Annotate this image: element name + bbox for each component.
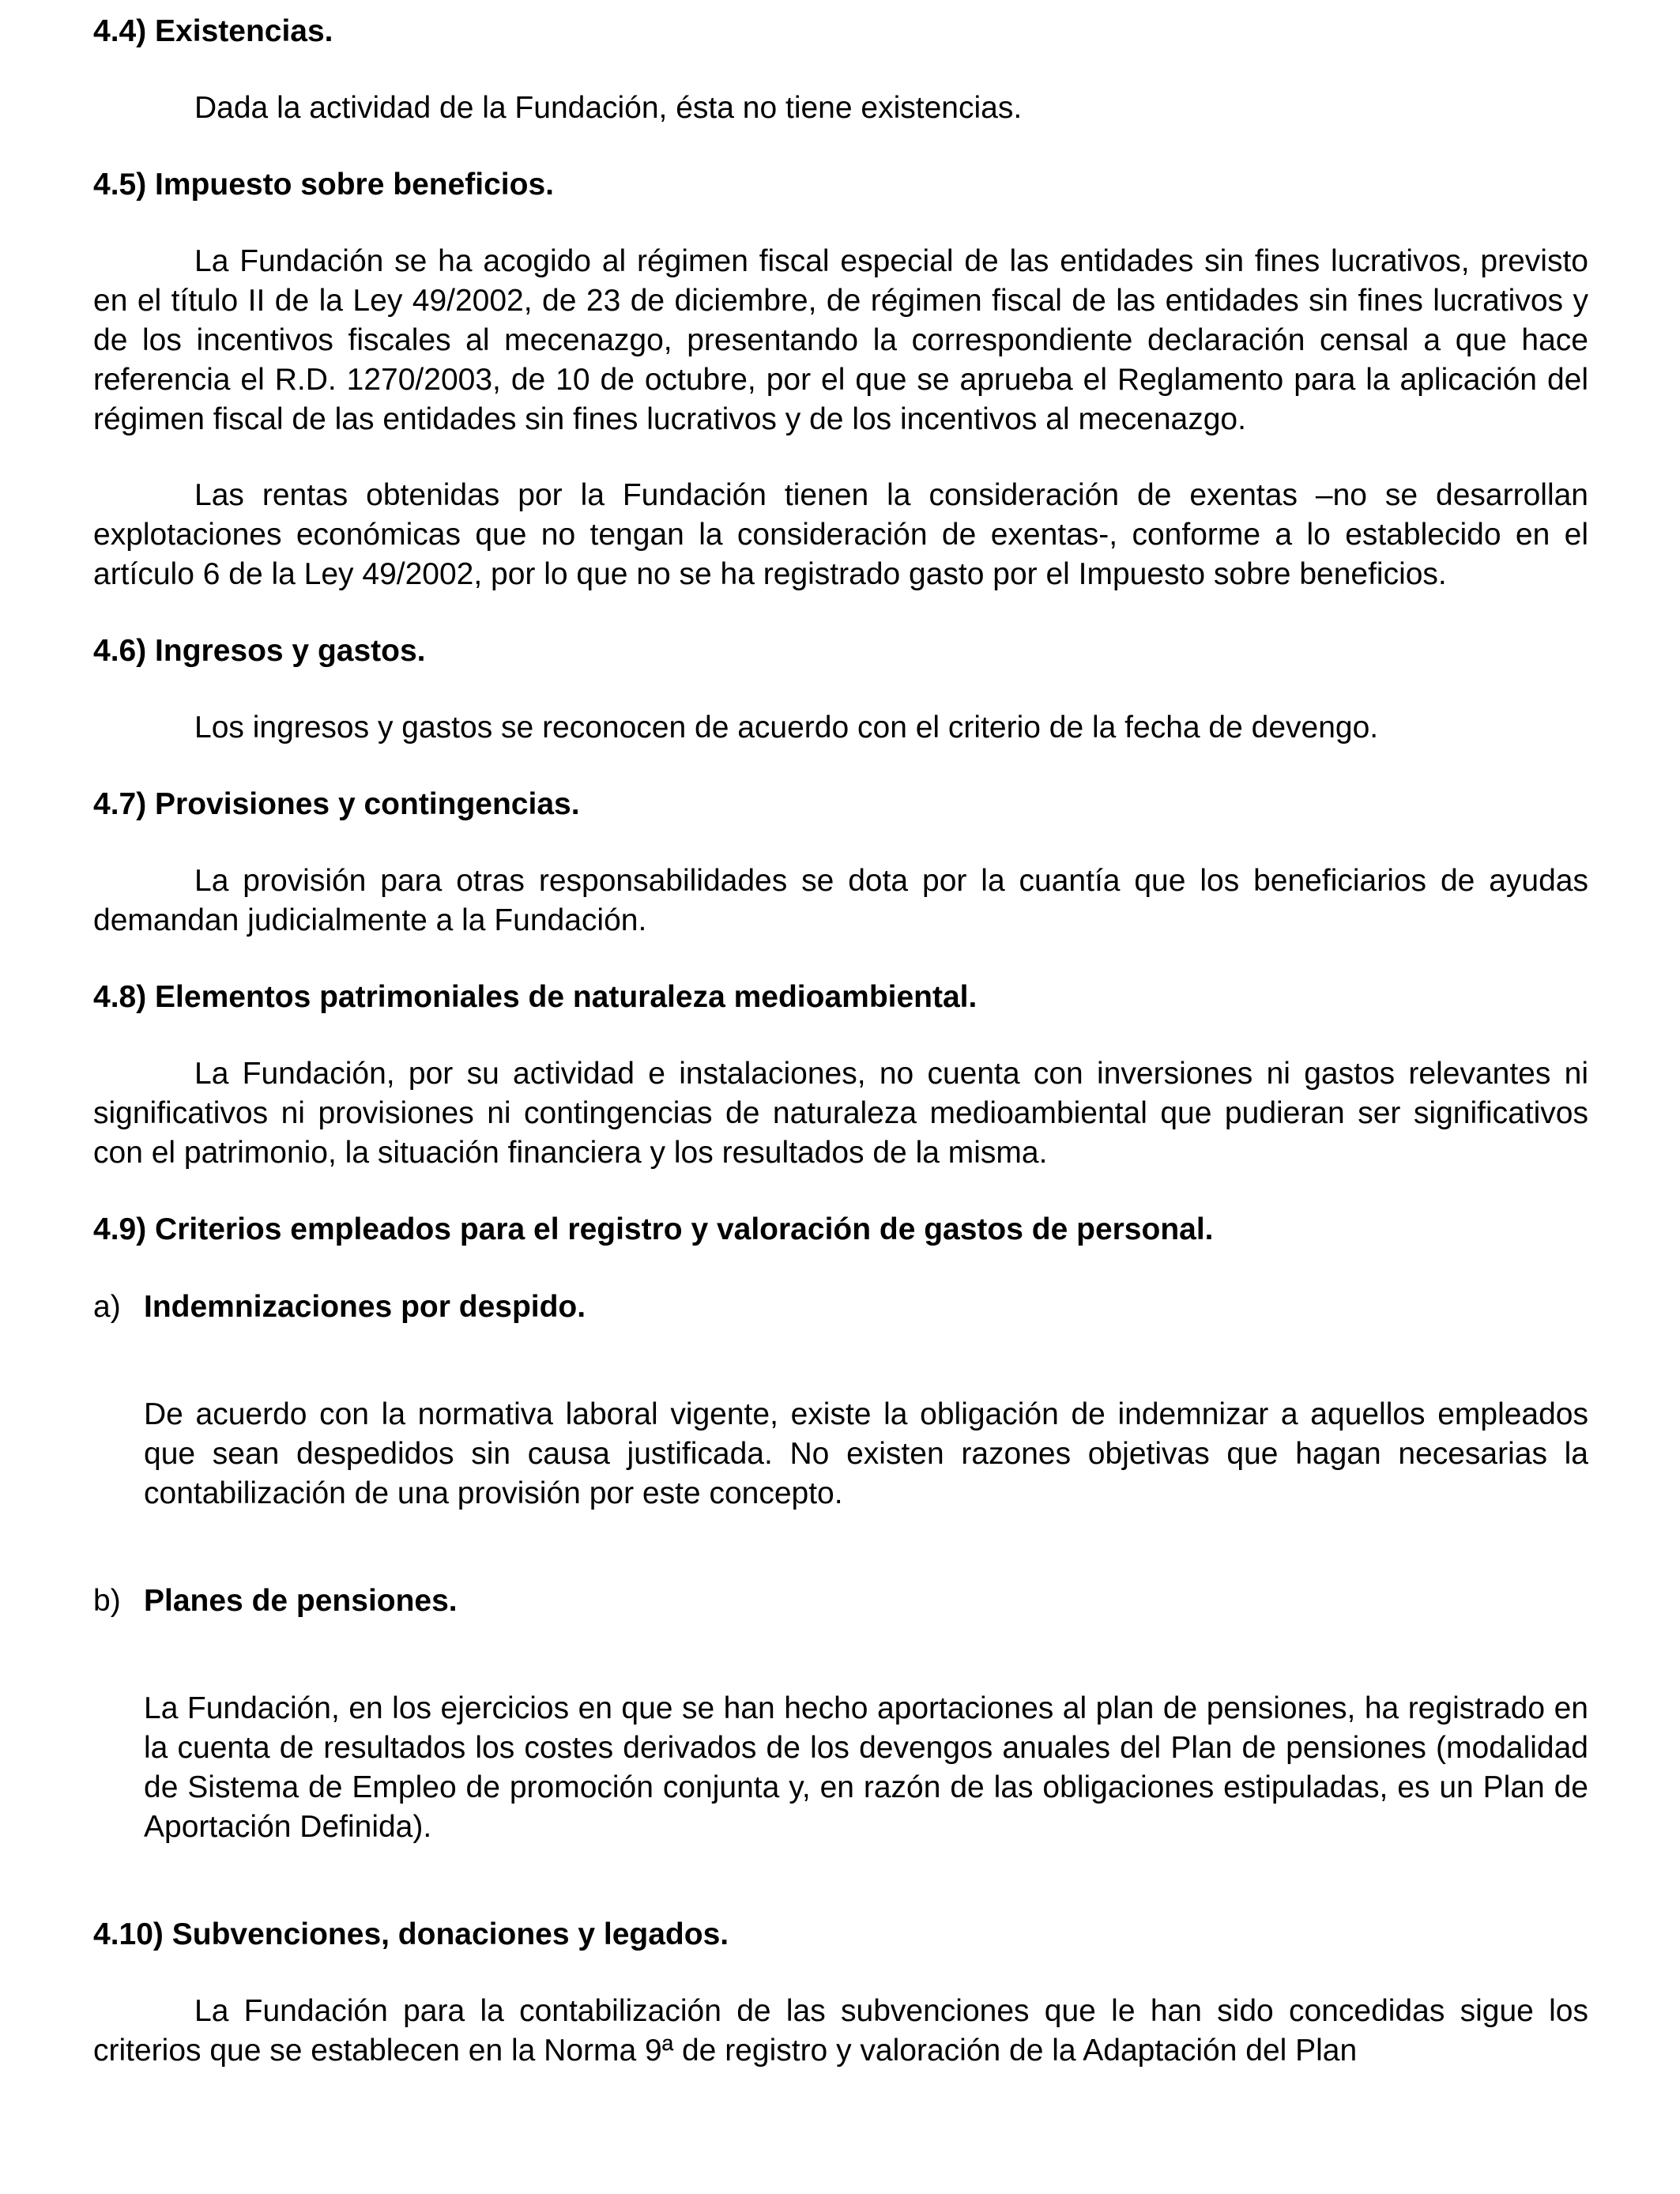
paragraph-planes-pensiones: La Fundación, en los ejercicios en que se han hecho aportaciones al plan de pensiones, ha registrado en la cuenta de resultados los costes derivados de los devengos anuales del Plan de pensiones (modalidad de Sistema de Empleo de promoción conjunta y, en razón de las obligaciones estipuladas, es un Plan de Aportación Definida). [144, 1691, 1588, 1844]
paragraph-subvenciones: La Fundación para la contabilización de las subvenciones que le han sido concedidas sigue los criterios que se establecen en la Norma 9ª de registro y valoración de la Adaptación del Plan [93, 1994, 1588, 2068]
subsection-b [93, 1581, 1588, 1622]
heading-4-8: 4.8) Elementos patrimoniales de naturaleza medioambiental. [93, 980, 977, 1014]
heading-4-4: 4.4) Existencias. [93, 14, 333, 48]
paragraph-provisiones: La provisión para otras responsabilidades se dota por la cuantía que los beneficiarios de ayudas demandan judicialmente a la Fundación. [93, 864, 1588, 937]
heading-4-5: 4.5) Impuesto sobre beneficios. [93, 168, 554, 202]
paragraph-existencias: Dada la actividad de la Fundación, ésta no tiene existencias. [194, 91, 1023, 125]
heading-4-10: 4.10) Subvenciones, donaciones y legados. [93, 1917, 729, 1951]
document-page [93, 11, 1588, 2071]
subsection-b-label: Planes de pensiones. [144, 1584, 458, 1618]
subsection-b-letter: b) [93, 1584, 121, 1618]
paragraph-impuesto-1: La Fundación se ha acogido al régimen fiscal especial de las entidades sin fines lucrativos, previsto en el título II de la Ley 49/2002, de 23 de diciembre, de régimen fiscal de las entidades sin fines lucrativos y de los incentivos fiscales al mecenazgo, presentando la correspondiente declaración censal a que hace referencia el R.D. 1270/2003, de 10 de octubre, por el que se aprueba el Reglamento para la aplicación del régimen fiscal de las entidades sin fines lucrativos y de los incentivos al mecenazgo. [93, 244, 1588, 436]
heading-4-9: 4.9) Criterios empleados para el registro y valoración de gastos de personal. [93, 1212, 1214, 1246]
subsection-a-letter: a) [93, 1290, 121, 1324]
subsection-a-label: Indemnizaciones por despido. [144, 1290, 586, 1324]
paragraph-ingresos: Los ingresos y gastos se reconocen de acuerdo con el criterio de la fecha de devengo. [194, 711, 1379, 745]
subsection-a [93, 1287, 1588, 1328]
paragraph-impuesto-2: Las rentas obtenidas por la Fundación tienen la consideración de exentas –no se desarrollan explotaciones económicas que no tengan la consideración de exentas-, conforme a lo establecido en el artículo 6 de la Ley 49/2002, por lo que no se ha registrado gasto por el Impuesto sobre beneficios. [93, 478, 1588, 591]
heading-4-7: 4.7) Provisiones y contingencias. [93, 787, 580, 821]
heading-4-6: 4.6) Ingresos y gastos. [93, 634, 426, 668]
paragraph-indemnizaciones: De acuerdo con la normativa laboral vigente, existe la obligación de indemnizar a aquellos empleados que sean despedidos sin causa justificada. No existen razones objetivas que hagan necesarias la contabilización de una provisión por este concepto. [144, 1397, 1588, 1510]
paragraph-medioambiental: La Fundación, por su actividad e instalaciones, no cuenta con inversiones ni gastos relevantes ni significativos ni provisiones ni contingencias de naturaleza medioambiental que pudieran ser significativos con el patrimonio, la situación financiera y los resultados de la misma. [93, 1057, 1588, 1170]
